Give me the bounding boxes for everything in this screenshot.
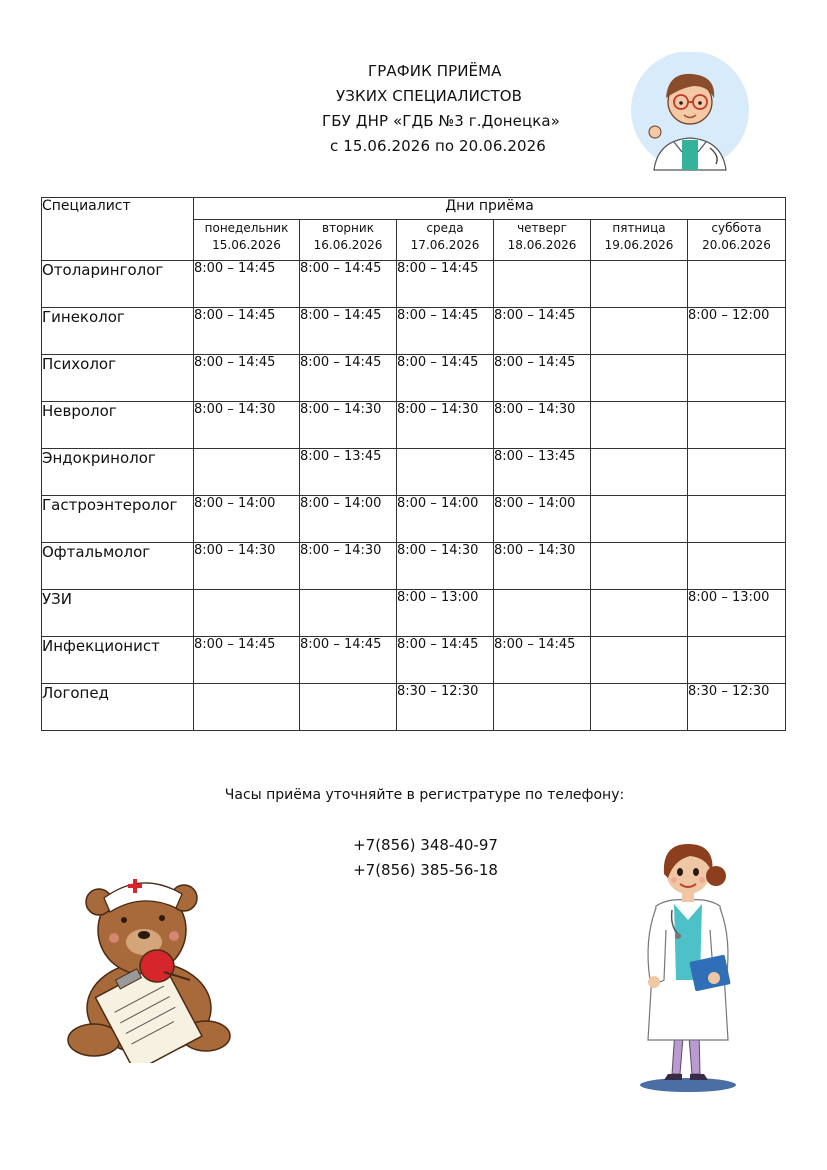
schedule-cell: 8:00 – 14:00 bbox=[494, 496, 591, 543]
table-row bbox=[42, 637, 786, 684]
day-header-4 bbox=[591, 220, 688, 261]
schedule-cell: 8:00 – 14:45 bbox=[194, 355, 300, 402]
schedule-cell bbox=[688, 449, 786, 496]
schedule-cell: 8:30 – 12:30 bbox=[397, 684, 494, 731]
table-row bbox=[42, 449, 786, 496]
schedule-cell: 8:00 – 14:45 bbox=[494, 355, 591, 402]
schedule-cell: 8:00 – 14:45 bbox=[300, 308, 397, 355]
schedule-cell bbox=[591, 261, 688, 308]
schedule-cell: 8:00 – 14:45 bbox=[194, 637, 300, 684]
table-row bbox=[42, 684, 786, 731]
schedule-cell bbox=[688, 543, 786, 590]
schedule-cell bbox=[397, 449, 494, 496]
day-date: 18.06.2026 bbox=[507, 238, 577, 252]
phone-number-1[interactable]: +7(856) 348-40-97 bbox=[353, 836, 498, 854]
specialist-name: Эндокринолог bbox=[42, 449, 194, 496]
day-header-2 bbox=[397, 220, 494, 261]
nurse-teddy-bear-illustration bbox=[64, 868, 234, 1063]
day-header-3 bbox=[494, 220, 591, 261]
schedule-cell: 8:00 – 14:00 bbox=[300, 496, 397, 543]
schedule-cell: 8:00 – 14:45 bbox=[300, 637, 397, 684]
schedule-cell bbox=[688, 496, 786, 543]
day-name: четверг bbox=[517, 221, 567, 235]
day-header-1 bbox=[300, 220, 397, 261]
specialist-name: Психолог bbox=[42, 355, 194, 402]
schedule-cell bbox=[591, 496, 688, 543]
schedule-cell bbox=[688, 261, 786, 308]
day-header-0 bbox=[194, 220, 300, 261]
schedule-cell: 8:00 – 14:45 bbox=[300, 261, 397, 308]
day-date: 15.06.2026 bbox=[212, 238, 281, 252]
day-date: 17.06.2026 bbox=[410, 238, 480, 252]
schedule-table bbox=[41, 197, 786, 731]
table-row bbox=[42, 308, 786, 355]
specialist-name: Гинеколог bbox=[42, 308, 194, 355]
day-date: 16.06.2026 bbox=[313, 238, 383, 252]
day-name: понедельник bbox=[204, 221, 289, 235]
schedule-cell bbox=[591, 637, 688, 684]
schedule-cell: 8:00 – 14:45 bbox=[494, 308, 591, 355]
schedule-cell bbox=[591, 402, 688, 449]
schedule-cell: 8:00 – 12:00 bbox=[688, 308, 786, 355]
table-row bbox=[42, 543, 786, 590]
schedule-cell bbox=[688, 355, 786, 402]
schedule-cell: 8:00 – 14:30 bbox=[494, 402, 591, 449]
schedule-cell bbox=[300, 684, 397, 731]
schedule-cell: 8:00 – 14:30 bbox=[397, 402, 494, 449]
schedule-cell bbox=[494, 261, 591, 308]
title-line-1: ГРАФИК ПРИЁМА bbox=[368, 62, 502, 80]
specialist-name: Гастроэнтеролог bbox=[42, 496, 194, 543]
schedule-cell bbox=[688, 637, 786, 684]
schedule-cell: 8:00 – 13:45 bbox=[494, 449, 591, 496]
specialist-name: Логопед bbox=[42, 684, 194, 731]
schedule-cell bbox=[591, 355, 688, 402]
specialist-name: Инфекционист bbox=[42, 637, 194, 684]
schedule-cell: 8:00 – 13:00 bbox=[688, 590, 786, 637]
table-row bbox=[42, 590, 786, 637]
title-line-period: с 15.06.2026 по 20.06.2026 bbox=[330, 137, 546, 155]
schedule-cell bbox=[194, 449, 300, 496]
schedule-cell: 8:00 – 14:00 bbox=[397, 496, 494, 543]
schedule-cell bbox=[194, 684, 300, 731]
schedule-cell bbox=[591, 590, 688, 637]
schedule-cell: 8:00 – 14:45 bbox=[397, 355, 494, 402]
doctor-boy-illustration bbox=[624, 52, 758, 172]
table-row bbox=[42, 261, 786, 308]
schedule-cell: 8:00 – 13:45 bbox=[300, 449, 397, 496]
contact-note: Часы приёма уточняйте в регистратуре по телефону: bbox=[224, 787, 625, 803]
schedule-cell bbox=[300, 590, 397, 637]
title-line-2: УЗКИХ СПЕЦИАЛИСТОВ bbox=[336, 87, 523, 105]
specialist-name: Отоларинголог bbox=[42, 261, 194, 308]
day-name: среда bbox=[426, 221, 464, 235]
schedule-cell: 8:00 – 14:45 bbox=[194, 308, 300, 355]
schedule-cell: 8:00 – 14:30 bbox=[300, 543, 397, 590]
specialist-name: УЗИ bbox=[42, 590, 194, 637]
day-date: 20.06.2026 bbox=[702, 238, 771, 252]
schedule-cell bbox=[688, 402, 786, 449]
phone-number-2[interactable]: +7(856) 385-56-18 bbox=[353, 861, 498, 879]
schedule-cell: 8:00 – 13:00 bbox=[397, 590, 494, 637]
schedule-cell bbox=[591, 449, 688, 496]
day-name: вторник bbox=[322, 221, 374, 235]
schedule-cell: 8:00 – 14:45 bbox=[494, 637, 591, 684]
schedule-cell: 8:00 – 14:45 bbox=[397, 261, 494, 308]
schedule-cell bbox=[194, 590, 300, 637]
schedule-cell: 8:00 – 14:45 bbox=[397, 308, 494, 355]
table-row bbox=[42, 402, 786, 449]
schedule-cell: 8:00 – 14:30 bbox=[300, 402, 397, 449]
schedule-cell: 8:00 – 14:45 bbox=[194, 261, 300, 308]
schedule-cell: 8:00 – 14:00 bbox=[194, 496, 300, 543]
schedule-cell: 8:00 – 14:30 bbox=[397, 543, 494, 590]
schedule-cell: 8:00 – 14:45 bbox=[300, 355, 397, 402]
day-name: суббота bbox=[711, 221, 762, 235]
day-header-5 bbox=[688, 220, 786, 261]
schedule-cell bbox=[591, 308, 688, 355]
woman-doctor-illustration bbox=[628, 830, 748, 1095]
title-line-hospital: ГБУ ДНР «ГДБ №3 г.Донецка» bbox=[322, 112, 560, 130]
schedule-cell bbox=[591, 543, 688, 590]
schedule-cell: 8:00 – 14:30 bbox=[194, 543, 300, 590]
day-date: 19.06.2026 bbox=[604, 238, 674, 252]
days-column-header: Дни приёма bbox=[194, 198, 786, 220]
schedule-cell: 8:30 – 12:30 bbox=[688, 684, 786, 731]
schedule-cell: 8:00 – 14:30 bbox=[194, 402, 300, 449]
table-row bbox=[42, 355, 786, 402]
specialist-column-header: Специалист bbox=[42, 198, 194, 261]
schedule-cell: 8:00 – 14:45 bbox=[397, 637, 494, 684]
specialist-name: Офтальмолог bbox=[42, 543, 194, 590]
table-row bbox=[42, 496, 786, 543]
schedule-cell: 8:00 – 14:30 bbox=[494, 543, 591, 590]
schedule-cell bbox=[591, 684, 688, 731]
schedule-cell bbox=[494, 684, 591, 731]
schedule-cell bbox=[494, 590, 591, 637]
specialist-name: Невролог bbox=[42, 402, 194, 449]
day-name: пятница bbox=[612, 221, 666, 235]
